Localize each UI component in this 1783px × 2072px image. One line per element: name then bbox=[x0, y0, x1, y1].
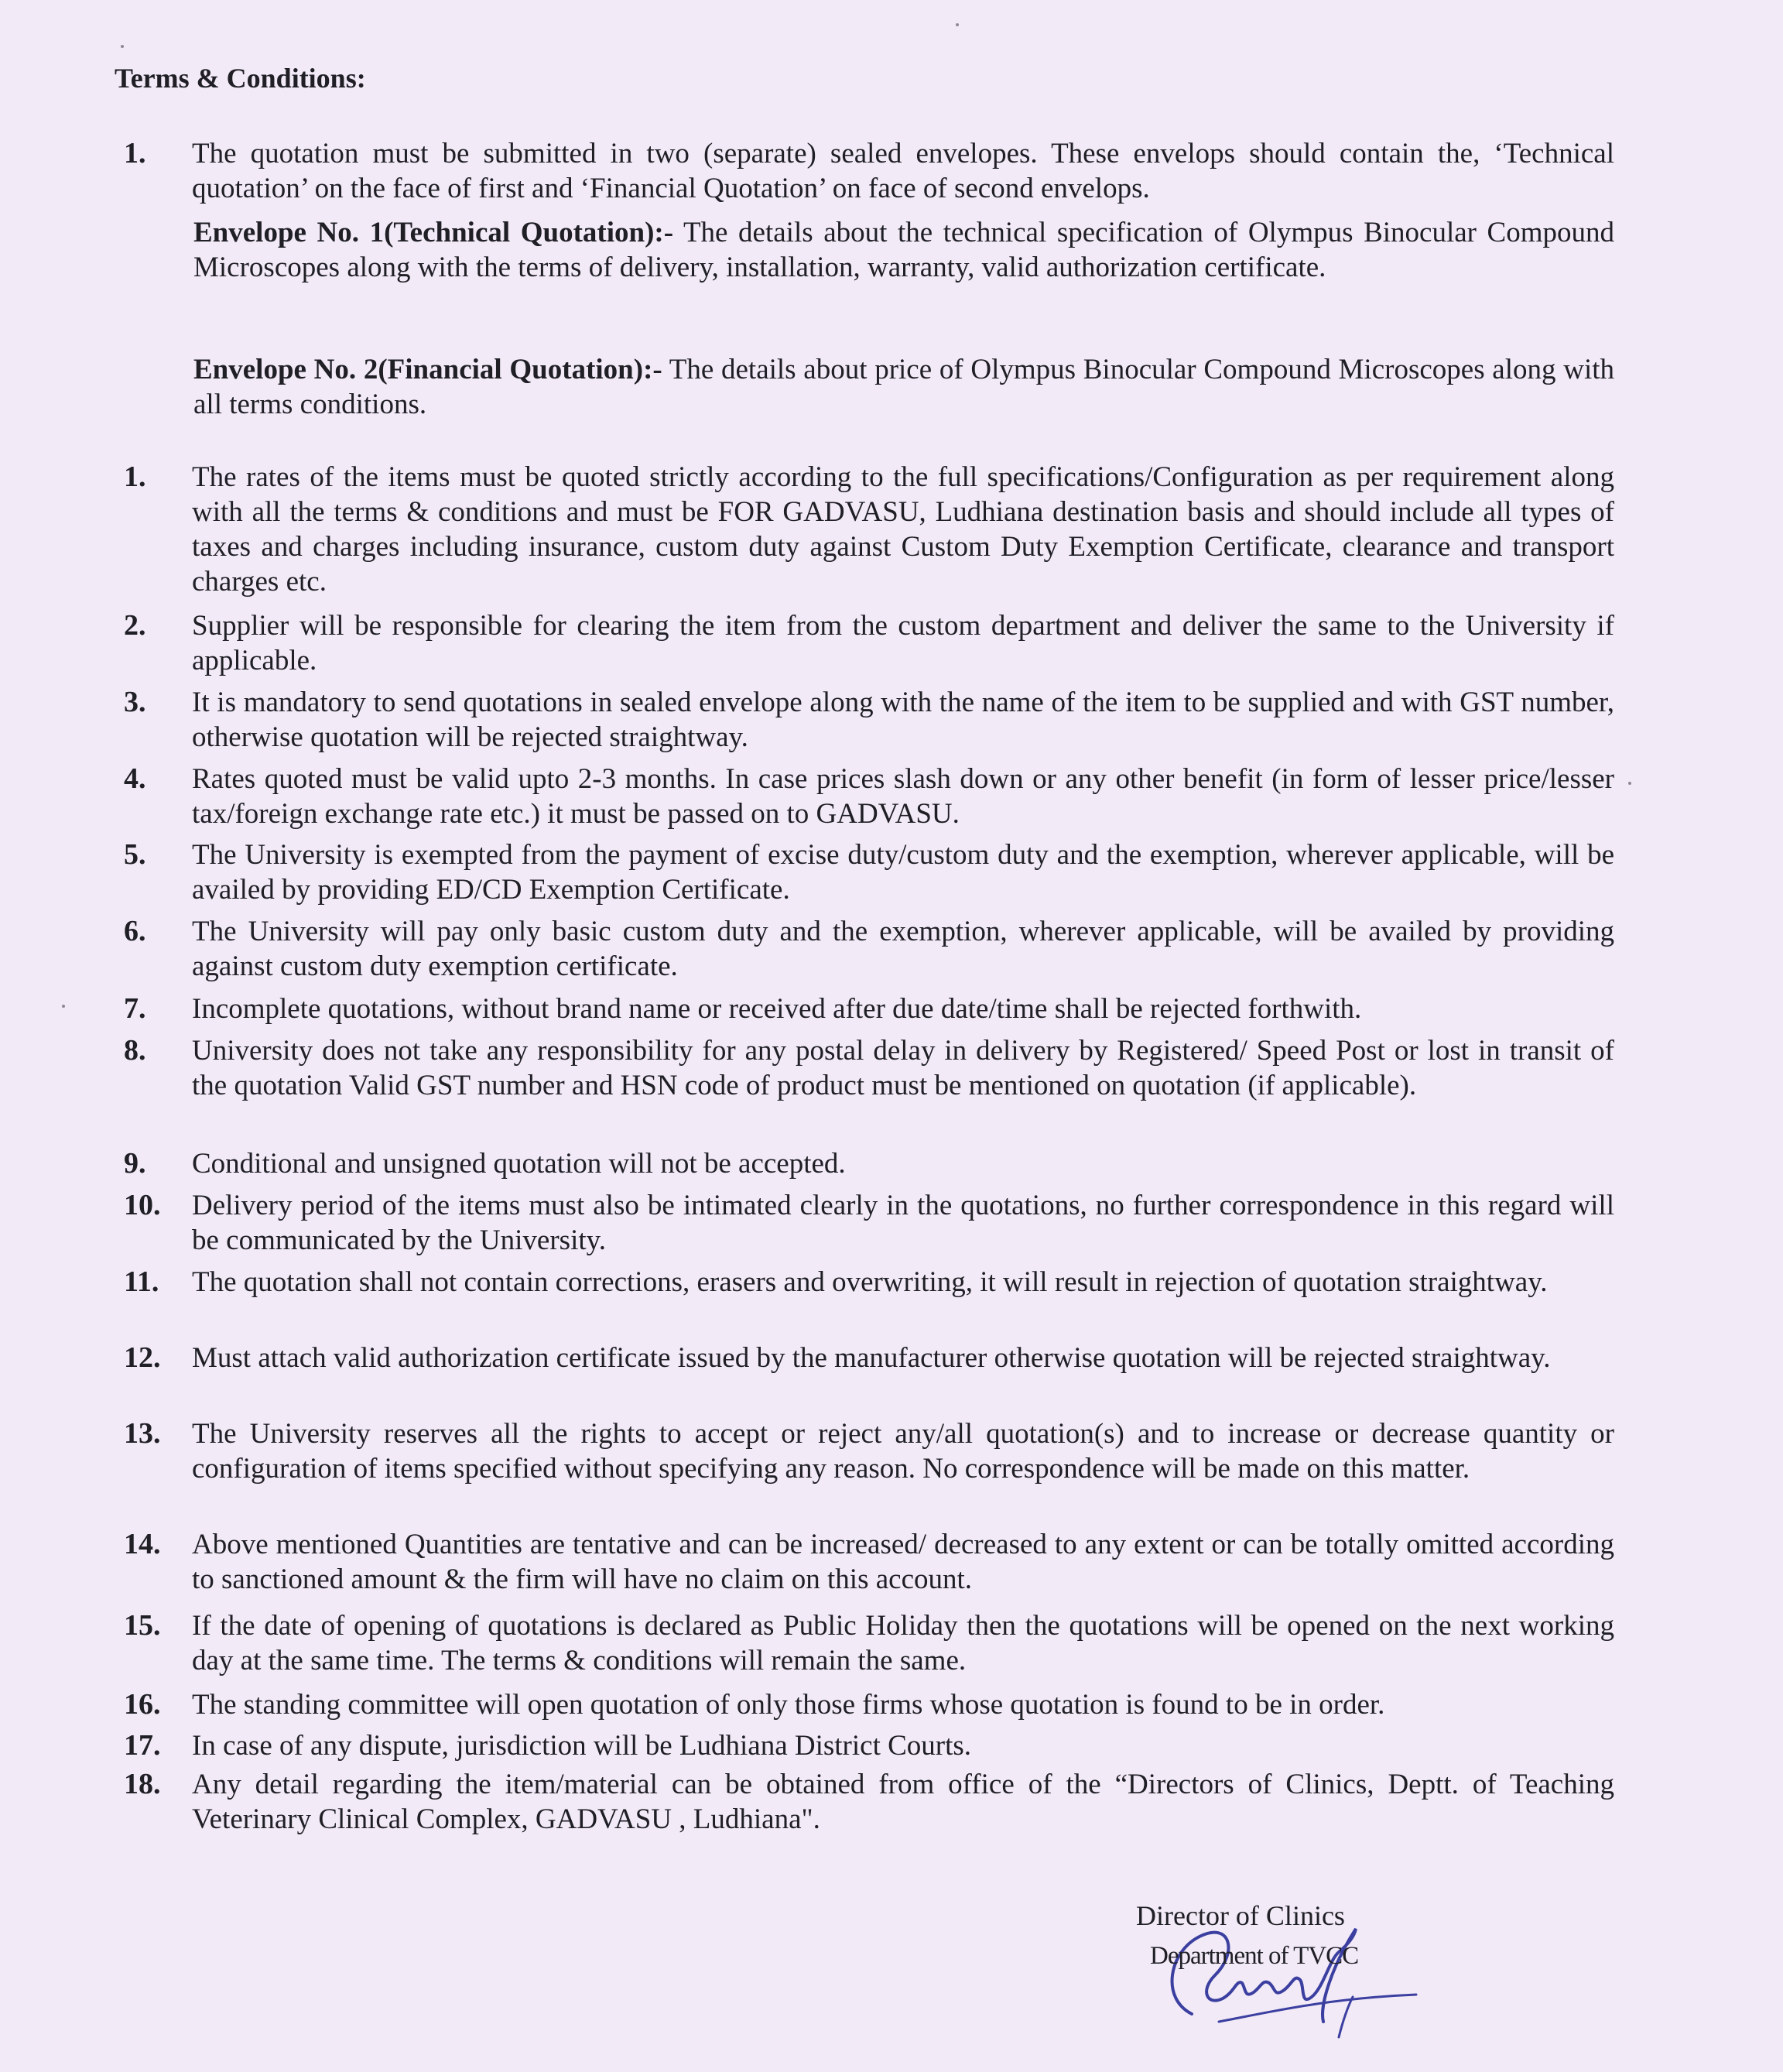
term-item bbox=[115, 1265, 1614, 1300]
term-number: 14. bbox=[124, 1528, 161, 1560]
scan-speck bbox=[1628, 782, 1631, 785]
envelope-2-paragraph bbox=[193, 352, 1614, 422]
term-number: 13. bbox=[124, 1417, 161, 1450]
envelope-1-text: The details about the technical specification of Olympus Binocular Compound Microscopes along with the terms of delivery, installation, warranty, valid authorization certificate. bbox=[193, 217, 1614, 283]
term-text: Any detail regarding the item/material can be obtained from office of the “Directors of Clinics, Deptt. of Teaching Veterinary Clinical Complex, GADVASU , Ludhiana". bbox=[192, 1769, 1614, 1835]
term-text: The University will pay only basic custom duty and the exemption, wherever applicable, will be availed by providing against custom duty exemption certificate. bbox=[192, 916, 1614, 982]
term-number: 8. bbox=[124, 1034, 146, 1067]
envelope-2-label: Envelope No. 2(Financial Quotation):- bbox=[193, 354, 662, 385]
scan-speck bbox=[62, 1005, 65, 1008]
term-item bbox=[115, 1146, 1614, 1181]
term-text: Rates quoted must be valid upto 2-3 months. In case prices slash down or any other benefit (in form of lesser price/lesser tax/foreign exchange rate etc.) it must be passed on to GADVASU. bbox=[192, 763, 1614, 830]
term-number: 10. bbox=[124, 1189, 161, 1221]
term-item bbox=[115, 914, 1614, 984]
term-text: The rates of the items must be quoted strictly according to the full specifications/Configuration as per requirement along with all the terms & conditions and must be FOR GADVASU, Ludhiana destination basis and should include all types of taxes and charges including insurance, custom duty against Custom Duty Exemption Certificate, clearance and transport charges etc. bbox=[192, 461, 1614, 598]
term-text: Delivery period of the items must also be intimated clearly in the quotations, no further correspondence in this regard will be communicated by the University. bbox=[192, 1190, 1614, 1256]
scan-speck bbox=[956, 23, 959, 26]
term-text: It is mandatory to send quotations in sealed envelope along with the name of the item to be supplied and with GST number, otherwise quotation will be rejected straightway. bbox=[192, 687, 1614, 753]
signatory-department: Department of TVCC bbox=[1150, 1942, 1359, 1970]
term-item bbox=[115, 685, 1614, 755]
term-number: 1. bbox=[124, 461, 146, 493]
term-item bbox=[115, 1527, 1614, 1597]
scan-speck bbox=[121, 45, 124, 48]
term-text: Must attach valid authorization certificate issued by the manufacturer otherwise quotation will be rejected straightway. bbox=[192, 1342, 1551, 1374]
term-item bbox=[115, 1188, 1614, 1258]
term-text: Conditional and unsigned quotation will not be accepted. bbox=[192, 1148, 846, 1180]
term-number: 6. bbox=[124, 915, 146, 947]
term-item bbox=[115, 608, 1614, 678]
term-text: The University reserves all the rights to accept or reject any/all quotation(s) and to increase or decrease quantity or configuration of items specified without specifying any reason. No correspondence will be made on this matter. bbox=[192, 1418, 1614, 1485]
intro-item bbox=[115, 136, 1614, 206]
term-text: Supplier will be responsible for clearing the item from the custom department and deliver the same to the University if applicable. bbox=[192, 610, 1614, 676]
term-number: 16. bbox=[124, 1688, 161, 1721]
term-text: If the date of opening of quotations is declared as Public Holiday then the quotations will be opened on the next working day at the same time. The terms & conditions will remain the same. bbox=[192, 1610, 1614, 1676]
term-number: 11. bbox=[124, 1265, 159, 1298]
intro-text: The quotation must be submitted in two (separate) sealed envelopes. These envelops should contain the, ‘Technical quotation’ on the face of first and ‘Financial Quotation’ on face of second envelops. bbox=[192, 138, 1614, 204]
term-text: University does not take any responsibility for any postal delay in delivery by Registered/ Speed Post or lost in transit of the quotation Valid GST number and HSN code of product must be mentioned on quotation (if applicable). bbox=[192, 1035, 1614, 1101]
term-number: 3. bbox=[124, 686, 146, 718]
term-item bbox=[115, 762, 1614, 831]
term-text: The standing committee will open quotation of only those firms whose quotation is found to be in order. bbox=[192, 1689, 1385, 1721]
term-item bbox=[115, 1608, 1614, 1678]
page-title: Terms & Conditions: bbox=[115, 63, 366, 94]
term-item bbox=[115, 1416, 1614, 1486]
term-number: 4. bbox=[124, 762, 146, 795]
term-number: 7. bbox=[124, 992, 146, 1025]
term-item bbox=[115, 1687, 1614, 1722]
term-number: 5. bbox=[124, 838, 146, 871]
envelope-2-text: The details about price of Olympus Binocular Compound Microscopes along with all terms conditions. bbox=[193, 354, 1614, 420]
term-number: 15. bbox=[124, 1609, 161, 1642]
term-item bbox=[115, 1033, 1614, 1103]
term-number: 9. bbox=[124, 1147, 146, 1180]
term-item bbox=[115, 1767, 1614, 1837]
term-text: Above mentioned Quantities are tentative and can be increased/ decreased to any extent or can be totally omitted according to sanctioned amount & the firm will have no claim on this account. bbox=[192, 1529, 1614, 1595]
term-item bbox=[115, 1341, 1614, 1375]
term-number: 18. bbox=[124, 1768, 161, 1800]
term-item bbox=[115, 460, 1614, 599]
envelope-1-paragraph bbox=[193, 215, 1614, 285]
term-number: 2. bbox=[124, 609, 146, 642]
term-item bbox=[115, 991, 1614, 1026]
term-number: 12. bbox=[124, 1341, 161, 1374]
term-item bbox=[115, 1728, 1614, 1763]
intro-number: 1. bbox=[124, 137, 146, 170]
term-number: 17. bbox=[124, 1729, 161, 1762]
term-text: The quotation shall not contain corrections, erasers and overwriting, it will result in rejection of quotation straightway. bbox=[192, 1266, 1548, 1298]
term-text: In case of any dispute, jurisdiction will be Ludhiana District Courts. bbox=[192, 1730, 972, 1762]
term-item bbox=[115, 837, 1614, 907]
envelope-1-label: Envelope No. 1(Technical Quotation):- bbox=[193, 217, 674, 248]
term-text: Incomplete quotations, without brand name or received after due date/time shall be rejected forthwith. bbox=[192, 993, 1362, 1025]
signatory-title: Director of Clinics bbox=[1136, 1900, 1345, 1931]
term-text: The University is exempted from the payment of excise duty/custom duty and the exemption, wherever applicable, will be availed by providing ED/CD Exemption Certificate. bbox=[192, 839, 1614, 906]
